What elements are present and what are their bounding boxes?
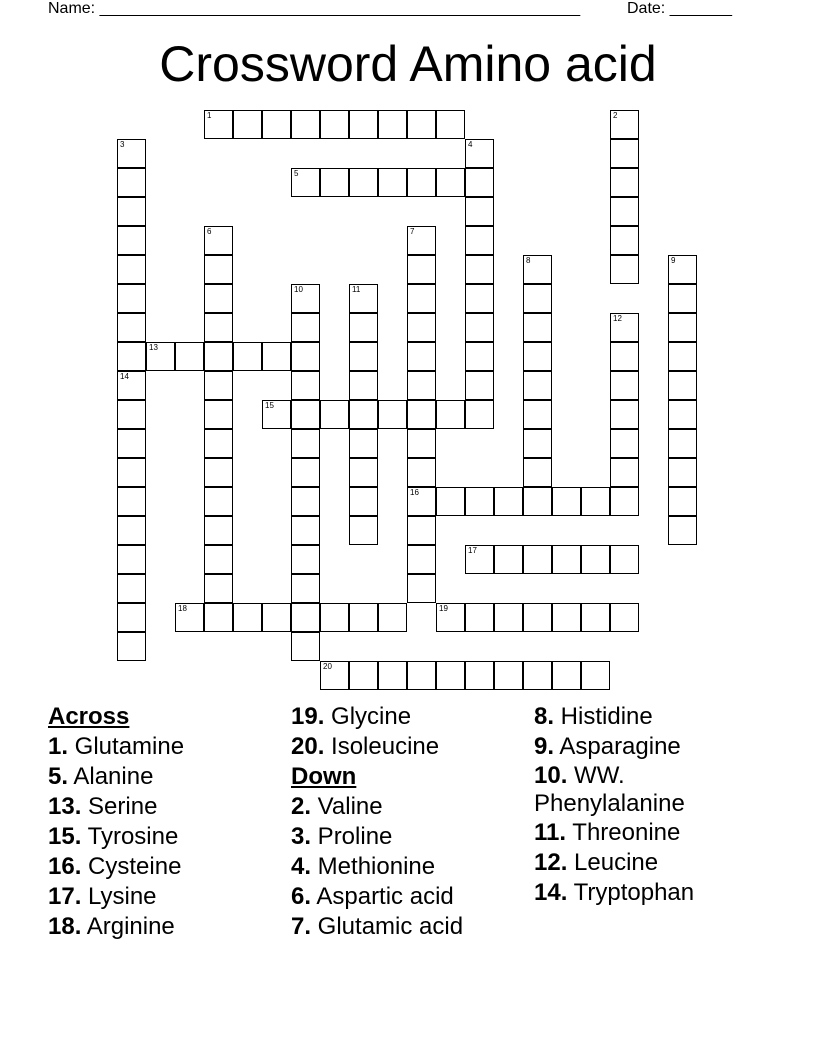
- grid-cell[interactable]: [668, 371, 697, 400]
- grid-cell[interactable]: [407, 458, 436, 487]
- grid-cell[interactable]: [407, 110, 436, 139]
- grid-cell[interactable]: [204, 458, 233, 487]
- grid-cell[interactable]: [378, 661, 407, 690]
- clue-number: 18: [178, 604, 187, 613]
- down-heading: Down: [291, 763, 357, 790]
- grid-cell[interactable]: [581, 661, 610, 690]
- grid-cell[interactable]: [581, 487, 610, 516]
- clue-number: 17: [468, 546, 477, 555]
- grid-cell[interactable]: [320, 110, 349, 139]
- grid-cell[interactable]: [436, 168, 465, 197]
- clue-item-text: Glycine: [324, 703, 412, 730]
- grid-cell[interactable]: [175, 603, 204, 632]
- grid-cell[interactable]: [349, 603, 378, 632]
- clue-number: 3: [120, 140, 125, 149]
- grid-cell[interactable]: [523, 284, 552, 313]
- grid-cell[interactable]: [378, 168, 407, 197]
- clue-item-number: 14.: [534, 879, 568, 906]
- grid-cell[interactable]: [117, 284, 146, 313]
- down-clue-list: [291, 792, 531, 942]
- clue-item-text: Glutamic acid: [311, 913, 464, 940]
- clue-item: [48, 822, 288, 852]
- grid-cell[interactable]: [407, 226, 436, 255]
- grid-cell[interactable]: [407, 661, 436, 690]
- clue-item: [48, 762, 288, 792]
- clue-item: [291, 852, 531, 882]
- grid-cell[interactable]: [581, 545, 610, 574]
- grid-cell[interactable]: [494, 487, 523, 516]
- clue-item: [534, 762, 764, 818]
- clue-column-1: [48, 702, 288, 942]
- grid-cell[interactable]: [320, 168, 349, 197]
- grid-cell[interactable]: [291, 429, 320, 458]
- grid-cell[interactable]: [552, 661, 581, 690]
- grid-cell[interactable]: [552, 545, 581, 574]
- grid-cell[interactable]: [494, 545, 523, 574]
- grid-cell[interactable]: [465, 661, 494, 690]
- clue-number: 11: [352, 285, 361, 294]
- grid-cell[interactable]: [349, 458, 378, 487]
- grid-cell[interactable]: [204, 574, 233, 603]
- grid-cell[interactable]: [610, 168, 639, 197]
- grid-cell[interactable]: [117, 545, 146, 574]
- grid-cell[interactable]: [407, 342, 436, 371]
- grid-cell[interactable]: [204, 284, 233, 313]
- grid-cell[interactable]: [349, 487, 378, 516]
- grid-cell[interactable]: [610, 545, 639, 574]
- clue-item: [48, 792, 288, 822]
- clue-item-text: WW. Phenylalanine: [534, 762, 685, 817]
- clue-item: [291, 792, 531, 822]
- grid-cell[interactable]: [233, 110, 262, 139]
- clue-item: [291, 702, 531, 732]
- grid-cell[interactable]: [494, 661, 523, 690]
- grid-cell[interactable]: [349, 429, 378, 458]
- grid-cell[interactable]: [204, 429, 233, 458]
- grid-cell[interactable]: [378, 110, 407, 139]
- grid-cell[interactable]: [610, 342, 639, 371]
- clue-item-text: Asparagine: [554, 733, 681, 760]
- grid-cell[interactable]: [117, 574, 146, 603]
- grid-cell[interactable]: [204, 603, 233, 632]
- grid-cell[interactable]: [436, 110, 465, 139]
- grid-cell[interactable]: [204, 313, 233, 342]
- clue-item-number: 8.: [534, 703, 555, 730]
- clue-item-text: Tyrosine: [81, 823, 179, 850]
- clue-item-number: 11.: [534, 819, 567, 846]
- grid-cell[interactable]: [291, 371, 320, 400]
- clue-item-number: 1.: [48, 733, 69, 760]
- grid-cell[interactable]: [349, 168, 378, 197]
- grid-cell[interactable]: [610, 603, 639, 632]
- grid-cell[interactable]: [204, 487, 233, 516]
- clue-item-text: Methionine: [311, 853, 436, 880]
- clue-item-number: 17.: [48, 883, 82, 910]
- grid-cell[interactable]: [320, 661, 349, 690]
- grid-cell[interactable]: [291, 168, 320, 197]
- grid-cell[interactable]: [552, 487, 581, 516]
- grid-cell[interactable]: [610, 226, 639, 255]
- grid-cell[interactable]: [291, 458, 320, 487]
- grid-cell[interactable]: [204, 226, 233, 255]
- grid-cell[interactable]: [349, 400, 378, 429]
- grid-cell[interactable]: [291, 110, 320, 139]
- grid-cell[interactable]: [291, 603, 320, 632]
- grid-cell[interactable]: [117, 487, 146, 516]
- grid-cell[interactable]: [349, 284, 378, 313]
- grid-cell[interactable]: [523, 458, 552, 487]
- grid-cell[interactable]: [523, 661, 552, 690]
- grid-cell[interactable]: [378, 603, 407, 632]
- clue-item-number: 20.: [291, 733, 325, 760]
- clue-number: 2: [613, 111, 618, 120]
- grid-cell[interactable]: [668, 284, 697, 313]
- grid-cell[interactable]: [610, 139, 639, 168]
- clue-item-number: 15.: [48, 823, 82, 850]
- grid-cell[interactable]: [668, 255, 697, 284]
- grid-cell[interactable]: [610, 255, 639, 284]
- grid-cell[interactable]: [465, 255, 494, 284]
- clue-column-3: [534, 702, 764, 908]
- grid-cell[interactable]: [523, 545, 552, 574]
- grid-cell[interactable]: [291, 487, 320, 516]
- clue-item-number: 2.: [291, 793, 312, 820]
- grid-cell[interactable]: [407, 168, 436, 197]
- grid-cell[interactable]: [610, 487, 639, 516]
- grid-cell[interactable]: [117, 226, 146, 255]
- clue-number: 10: [294, 285, 303, 294]
- clue-number: 9: [671, 256, 676, 265]
- grid-cell[interactable]: [117, 139, 146, 168]
- grid-cell[interactable]: [117, 342, 146, 371]
- grid-cell[interactable]: [610, 429, 639, 458]
- clue-item-number: 4.: [291, 853, 312, 880]
- clue-item-number: 12.: [534, 849, 568, 876]
- grid-cell[interactable]: [262, 110, 291, 139]
- grid-cell[interactable]: [349, 110, 378, 139]
- grid-cell[interactable]: [523, 342, 552, 371]
- grid-cell[interactable]: [465, 197, 494, 226]
- clue-column-2: [291, 702, 531, 942]
- grid-cell[interactable]: [407, 313, 436, 342]
- grid-cell[interactable]: [204, 545, 233, 574]
- grid-cell[interactable]: [117, 168, 146, 197]
- grid-cell[interactable]: [668, 342, 697, 371]
- clue-item-text: Leucine: [567, 849, 659, 876]
- clue-item: [534, 848, 764, 878]
- down-clue-list-continued: [534, 702, 764, 908]
- grid-cell[interactable]: [117, 603, 146, 632]
- grid-cell[interactable]: [610, 313, 639, 342]
- grid-cell[interactable]: [407, 429, 436, 458]
- grid-cell[interactable]: [291, 313, 320, 342]
- grid-cell[interactable]: [349, 313, 378, 342]
- clue-number: 16: [410, 488, 419, 497]
- clue-item: [534, 818, 764, 848]
- grid-cell[interactable]: [349, 371, 378, 400]
- grid-cell[interactable]: [117, 458, 146, 487]
- clue-number: 8: [526, 256, 531, 265]
- grid-cell[interactable]: [117, 516, 146, 545]
- clue-item-text: Arginine: [81, 913, 175, 940]
- grid-cell[interactable]: [204, 516, 233, 545]
- clue-item: [48, 882, 288, 912]
- grid-cell[interactable]: [465, 603, 494, 632]
- clue-item-number: 3.: [291, 823, 312, 850]
- clue-item-number: 7.: [291, 913, 312, 940]
- grid-cell[interactable]: [436, 400, 465, 429]
- grid-cell[interactable]: [117, 313, 146, 342]
- grid-cell[interactable]: [523, 400, 552, 429]
- grid-cell[interactable]: [204, 342, 233, 371]
- grid-cell[interactable]: [291, 574, 320, 603]
- grid-cell[interactable]: [117, 429, 146, 458]
- grid-cell[interactable]: [610, 400, 639, 429]
- grid-cell[interactable]: [291, 400, 320, 429]
- clue-item-number: 13.: [48, 793, 82, 820]
- clue-number: 6: [207, 227, 212, 236]
- name-field-label: Name: ______________________________________________________: [48, 0, 581, 17]
- clue-item-text: Threonine: [566, 819, 681, 846]
- grid-cell[interactable]: [465, 226, 494, 255]
- grid-cell[interactable]: [262, 603, 291, 632]
- grid-cell[interactable]: [465, 139, 494, 168]
- grid-cell[interactable]: [581, 603, 610, 632]
- grid-cell[interactable]: [204, 400, 233, 429]
- clue-number: 20: [323, 662, 332, 671]
- clue-number: 5: [294, 169, 299, 178]
- grid-cell[interactable]: [407, 284, 436, 313]
- across-heading: Across: [48, 703, 130, 730]
- grid-cell[interactable]: [668, 487, 697, 516]
- grid-cell[interactable]: [291, 632, 320, 661]
- grid-cell[interactable]: [668, 458, 697, 487]
- clue-item-number: 19.: [291, 703, 325, 730]
- clue-item-number: 9.: [534, 733, 555, 760]
- grid-cell[interactable]: [610, 110, 639, 139]
- grid-cell[interactable]: [407, 255, 436, 284]
- clue-item: [48, 912, 288, 942]
- grid-cell[interactable]: [465, 400, 494, 429]
- grid-cell[interactable]: [523, 371, 552, 400]
- grid-cell[interactable]: [291, 545, 320, 574]
- clue-item-text: Serine: [81, 793, 158, 820]
- grid-cell[interactable]: [465, 313, 494, 342]
- grid-cell[interactable]: [610, 458, 639, 487]
- clue-item: [291, 882, 531, 912]
- across-clue-list-continued: [291, 702, 531, 762]
- grid-cell[interactable]: [465, 545, 494, 574]
- grid-cell[interactable]: [291, 284, 320, 313]
- grid-cell[interactable]: [407, 574, 436, 603]
- clue-number: 7: [410, 227, 415, 236]
- grid-cell[interactable]: [523, 429, 552, 458]
- grid-cell[interactable]: [436, 487, 465, 516]
- clue-item-text: Lysine: [81, 883, 157, 910]
- clue-item-text: Proline: [311, 823, 393, 850]
- grid-cell[interactable]: [610, 371, 639, 400]
- grid-cell[interactable]: [204, 255, 233, 284]
- grid-cell[interactable]: [349, 342, 378, 371]
- grid-cell[interactable]: [465, 284, 494, 313]
- grid-cell[interactable]: [465, 342, 494, 371]
- grid-cell[interactable]: [523, 255, 552, 284]
- clue-item-number: 16.: [48, 853, 82, 880]
- grid-cell[interactable]: [407, 400, 436, 429]
- grid-cell[interactable]: [204, 110, 233, 139]
- grid-cell[interactable]: [262, 342, 291, 371]
- clue-number: 13: [149, 343, 158, 352]
- date-field-label: Date: _______: [627, 0, 732, 17]
- clue-item-number: 6.: [291, 883, 312, 910]
- grid-cell[interactable]: [378, 400, 407, 429]
- clue-number: 15: [265, 401, 274, 410]
- clue-item-text: Valine: [311, 793, 383, 820]
- grid-cell[interactable]: [291, 516, 320, 545]
- grid-cell[interactable]: [407, 545, 436, 574]
- grid-cell[interactable]: [320, 400, 349, 429]
- grid-cell[interactable]: [465, 371, 494, 400]
- grid-cell[interactable]: [320, 603, 349, 632]
- grid-cell[interactable]: [262, 400, 291, 429]
- clue-item: [291, 822, 531, 852]
- clue-item-text: Tryptophan: [567, 879, 695, 906]
- grid-cell[interactable]: [146, 342, 175, 371]
- clue-item: [534, 732, 764, 762]
- grid-cell[interactable]: [117, 255, 146, 284]
- clue-item-text: Cysteine: [81, 853, 182, 880]
- grid-cell[interactable]: [117, 197, 146, 226]
- grid-cell[interactable]: [668, 313, 697, 342]
- grid-cell[interactable]: [349, 516, 378, 545]
- clue-item-number: 18.: [48, 913, 82, 940]
- clue-item-text: Aspartic acid: [311, 883, 454, 910]
- clue-item: [48, 852, 288, 882]
- grid-cell[interactable]: [204, 371, 233, 400]
- grid-cell[interactable]: [407, 371, 436, 400]
- grid-cell[interactable]: [233, 603, 262, 632]
- grid-cell[interactable]: [117, 371, 146, 400]
- clue-item-text: Glutamine: [68, 733, 185, 760]
- grid-cell[interactable]: [349, 661, 378, 690]
- grid-cell[interactable]: [494, 603, 523, 632]
- grid-cell[interactable]: [291, 342, 320, 371]
- grid-cell[interactable]: [436, 661, 465, 690]
- clue-item: [534, 702, 764, 732]
- grid-cell[interactable]: [668, 516, 697, 545]
- clue-number: 1: [207, 111, 212, 120]
- clue-item-text: Histidine: [554, 703, 653, 730]
- grid-cell[interactable]: [407, 516, 436, 545]
- grid-cell[interactable]: [465, 487, 494, 516]
- clue-number: 4: [468, 140, 473, 149]
- grid-cell[interactable]: [610, 197, 639, 226]
- grid-cell[interactable]: [523, 313, 552, 342]
- clue-item: [534, 878, 764, 908]
- clue-item-text: Alanine: [68, 763, 154, 790]
- grid-cell[interactable]: [117, 400, 146, 429]
- grid-cell[interactable]: [175, 342, 204, 371]
- page-title: Crossword Amino acid: [159, 36, 657, 92]
- clue-number: 14: [120, 372, 129, 381]
- clue-item-number: 10.: [534, 762, 568, 789]
- clue-item-text: Isoleucine: [324, 733, 440, 760]
- clue-item: [291, 912, 531, 942]
- grid-cell[interactable]: [523, 487, 552, 516]
- clue-item-number: 5.: [48, 763, 69, 790]
- clue-item: [291, 732, 531, 762]
- clue-number: 19: [439, 604, 448, 613]
- grid-cell[interactable]: [523, 603, 552, 632]
- grid-cell[interactable]: [436, 603, 465, 632]
- grid-cell[interactable]: [668, 400, 697, 429]
- clue-number: 12: [613, 314, 622, 323]
- grid-cell[interactable]: [117, 632, 146, 661]
- grid-cell[interactable]: [233, 342, 262, 371]
- across-clue-list: [48, 732, 288, 942]
- grid-cell[interactable]: [407, 487, 436, 516]
- grid-cell[interactable]: [552, 603, 581, 632]
- clue-item: [48, 732, 288, 762]
- grid-cell[interactable]: [465, 168, 494, 197]
- grid-cell[interactable]: [668, 429, 697, 458]
